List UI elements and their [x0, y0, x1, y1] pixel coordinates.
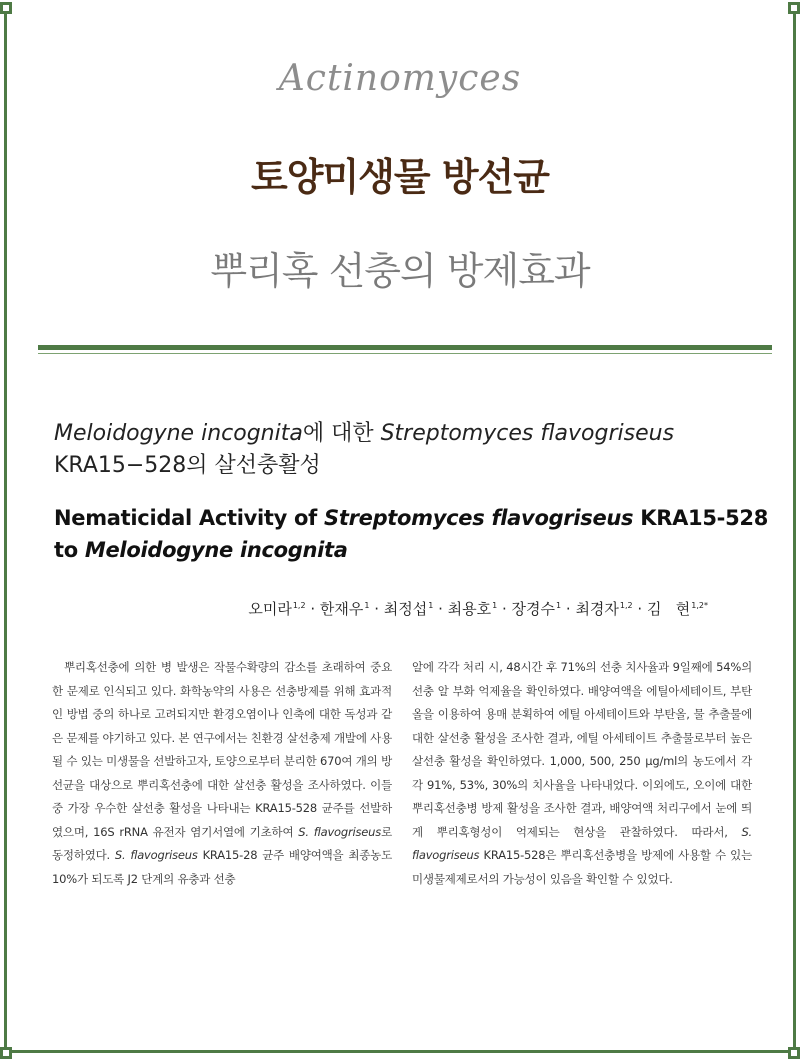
author-separator: · — [632, 600, 647, 618]
author-affiliation: 1,2 — [292, 601, 306, 610]
author-name: 김 현 — [646, 600, 691, 618]
kr-title-text: 에 대한 — [302, 421, 381, 446]
author-affiliation: 1 — [492, 601, 498, 610]
frame-corner-ornament — [0, 2, 12, 14]
author-separator: · — [561, 600, 576, 618]
species-name: S. flavogriseus — [412, 824, 752, 862]
author-name: 최경자 — [575, 600, 619, 618]
author-affiliation: 1,2 — [619, 601, 633, 610]
abstract-text: KRA15-28 균주 배양여액을 최종농도 10%가 되도록 J2 단계의 유충과 선충 — [52, 848, 392, 886]
species-name: S. flavogriseus — [114, 848, 198, 862]
author-list — [248, 598, 708, 619]
abstract-column-left — [52, 656, 392, 891]
author-name: 최정섭 — [383, 600, 428, 618]
en-title-strain: Streptomyces flavogriseus — [324, 506, 634, 530]
abstract-column-right — [412, 656, 752, 891]
section-divider — [38, 345, 772, 350]
kr-title-strain: Streptomyces flavogriseus — [380, 421, 675, 446]
series-title: Actinomyces — [278, 58, 522, 99]
author-separator: · — [369, 600, 384, 618]
kr-title-text: KRA15−528의 살선충활성 — [54, 453, 321, 478]
author-affiliation: 1,2* — [691, 601, 708, 610]
frame-bottom-border — [4, 1050, 796, 1053]
page-subtitle: 뿌리혹 선충의 방제효과 — [210, 249, 590, 293]
author-affiliation: 1 — [556, 601, 562, 610]
abstract-text: 뿌리혹선충에 의한 병 발생은 작물수확량의 감소를 초래하여 중요한 문제로 인식되고 있다. 화학농약의 사용은 선충방제를 위해 효과적인 방법 중의 하나로 고려되지만 환경오염이나 인축에 대한 독성과 같은 문제를 야기하고 있다. 본 연구에서는 친환경 살선충제 개발에 사용될 수 있는 미생물을 선발하고자, 토양으로부터 분리한 670여 개의 방선균을 대상으로 뿌리혹선충에 대한 살선충 활성을 조사하였다. 이들 중 가장 우수한 살선충 활성을 나타내는 KRA15-528 균주를 선발하였으며, 16S rRNA 유전자 염기서열에 기초하여 — [52, 660, 393, 839]
page-title: 토양미생물 방선균 — [251, 155, 549, 199]
author-affiliation: 1 — [428, 601, 434, 610]
kr-title-species: Meloidogyne incognita — [54, 421, 303, 446]
author-separator: · — [305, 600, 320, 618]
species-name: S. flavogriseus — [298, 824, 382, 839]
frame-corner-ornament — [788, 1047, 800, 1059]
author-name: 장경수 — [511, 600, 556, 618]
en-title-text: KRA15-528 — [633, 506, 769, 530]
abstract-text: KRA15-528은 뿌리혹선충병을 방제에 사용할 수 있는 미생물제제로서의 가능성이 있음을 확인할 수 있었다. — [412, 848, 752, 886]
author-separator: · — [497, 600, 512, 618]
author-name: 최용호 — [447, 600, 492, 618]
abstract-text: 알에 각각 처리 시, 48시간 후 71%의 선충 치사율과 9일째에 54%의 선충 알 부화 억제율을 확인하였다. 배양여액을 에틸아세테이트, 부탄올을 이용하여 용매 분획하여 에틸 아세테이트와 부탄올, 물 추출물에 대한 살선충 활성을 조사한 결과, 에틸 아세테이트 추출물로부터 높은 살선충 활성을 확인하였다. 1,000, 500, 250 μg/ml의 농도에서 각각 91%, 53%, 30%의 치사율을 나타내었다. 이외에도, 오이에 대한 뿌리혹선충병 방제 활성을 조사한 결과, 배양여액 처리구에서 눈에 띄게 뿌리혹형성이 억제되는 현상을 관찰하였다. 따라서, — [412, 660, 752, 839]
korean-article-title — [54, 418, 754, 482]
author-separator: · — [433, 600, 448, 618]
section-divider-thin — [38, 353, 772, 354]
frame-corner-ornament — [0, 1047, 12, 1059]
author-affiliation: 1 — [364, 601, 370, 610]
frame-corner-ornament — [788, 2, 800, 14]
abstract-text: 로 동정하였다. — [52, 824, 392, 862]
en-title-text: to — [54, 538, 85, 562]
english-article-title — [54, 502, 774, 566]
en-title-text: Nematicidal Activity of — [54, 506, 325, 530]
en-title-species: Meloidogyne incognita — [84, 538, 348, 562]
author-name: 한재우 — [319, 600, 364, 618]
author-name: 오미라 — [248, 600, 292, 618]
